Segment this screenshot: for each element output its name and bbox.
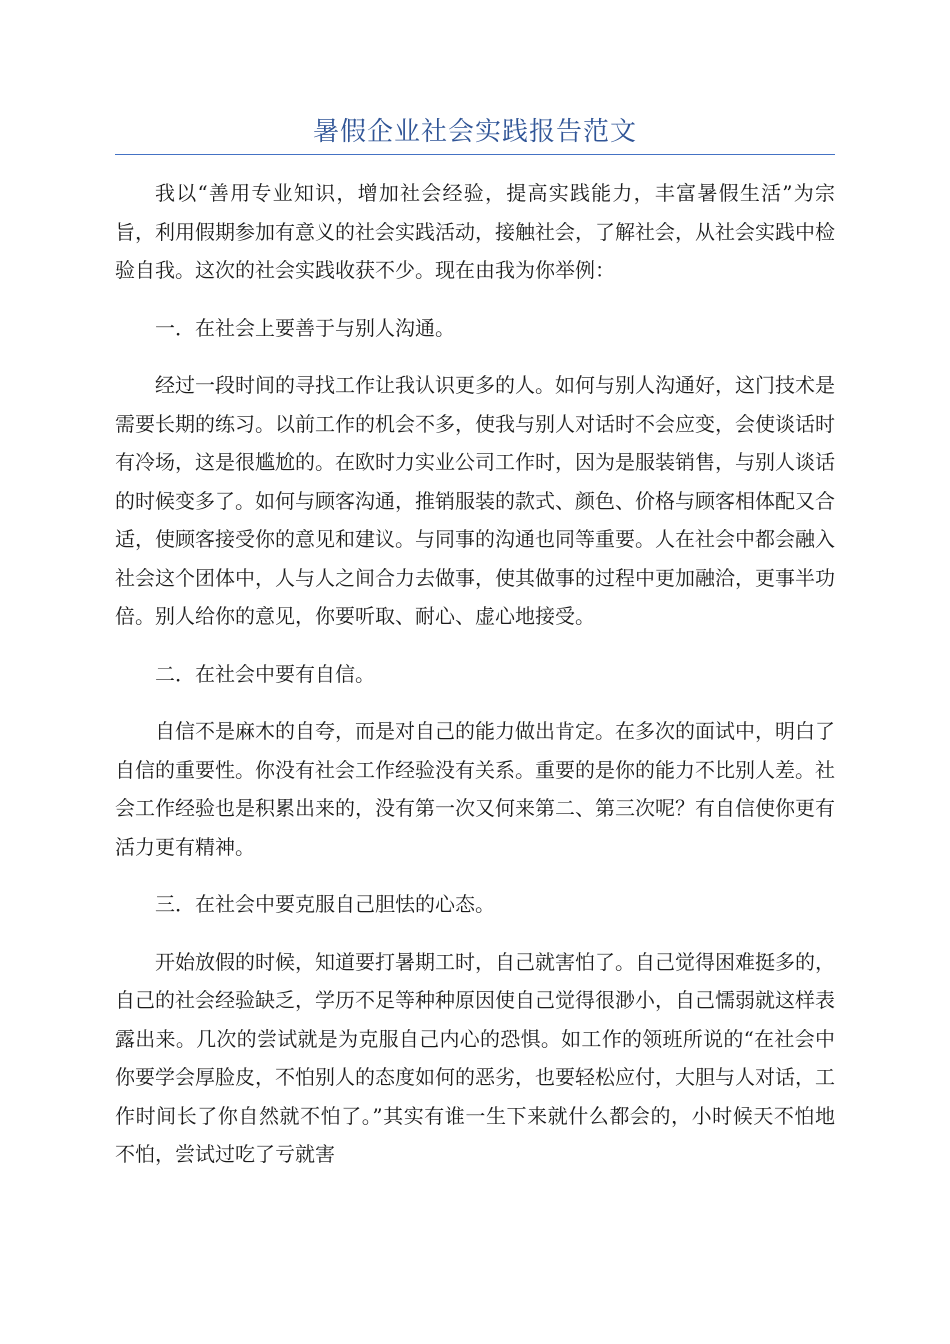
section-heading-2: 二．在社会中要有自信。 — [155, 661, 375, 686]
paragraph-confidence: 自信不是麻木的自夸，而是对自己的能力做出肯定。在多次的面试中，明白了自信的重要性。你没有社会工作经验没有关系。重要的是你的能力不比别人差。社会工作经验也是积累出来的，没有第一次又何来第二、第三次呢？有自信使你更有活力更有精神。 — [115, 719, 835, 859]
paragraph-intro: 我以“善用专业知识，增加社会经验，提高实践能力，丰富暑假生活”为宗旨，利用假期参加有意义的社会实践活动，接触社会，了解社会，从社会实践中检验自我。这次的社会实践收获不少。现在由我为你举例： — [115, 181, 835, 282]
document-title: 暑假企业社会实践报告范文 — [312, 117, 637, 147]
section-heading-1: 一．在社会上要善于与别人沟通。 — [155, 315, 455, 340]
paragraph-overcome-timidity: 开始放假的时候，知道要打暑期工时，自己就害怕了。自己觉得困难挺多的，自己的社会经验缺乏，学历不足等种种原因使自己觉得很渺小，自己懦弱就这样表露出来。几次的尝试就是为克服自己内心的恐惧。如工作的领班所说的“在社会中你要学会厚脸皮，不怕别人的态度如何的恶劣，也要轻松应付，大胆与人对话，工作时间长了你自然就不怕了。”其实有谁一生下来就什么都会的，小时候天不怕地不怕，尝试过吃了亏就害 — [115, 949, 835, 1166]
section-heading-3: 三．在社会中要克服自己胆怯的心态。 — [155, 892, 495, 916]
paragraph-communication: 经过一段时间的寻找工作让我认识更多的人。如何与别人沟通好，这门技术是需要长期的练习。以前工作的机会不多，使我与别人对话时不会应变，会使谈话时有冷场，这是很尴尬的。在欧时力实业公司工作时，因为是服装销售，与别人谈话的时候变多了。如何与顾客沟通，推销服装的款式、颜色、价格与顾客相体配又合适，使顾客接受你的意见和建议。与同事的沟通也同等重要。人在社会中都会融入社会这个团体中，人与人之间合力去做事，使其做事的过程中更加融洽，更事半功倍。别人给你的意见，你要听取、耐心、虚心地接受。 — [115, 373, 835, 628]
title-underline — [115, 154, 835, 155]
document-body — [115, 174, 835, 1193]
